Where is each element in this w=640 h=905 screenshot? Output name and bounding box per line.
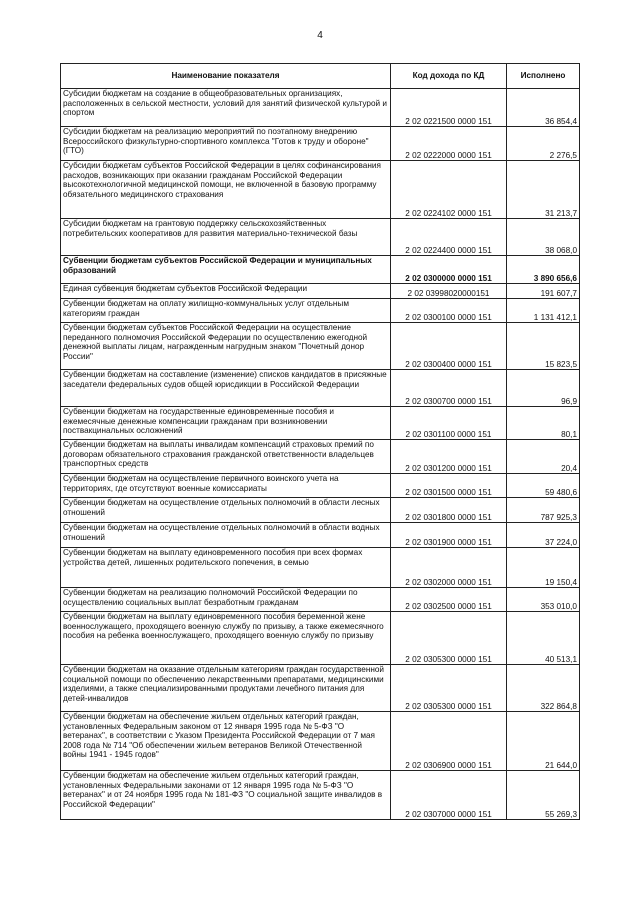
row-value: 19 150,4 (507, 548, 580, 588)
row-code: 2 02 0301500 0000 151 (391, 474, 507, 498)
table-row (61, 407, 580, 440)
table-row (61, 771, 580, 820)
row-value: 38 068,0 (507, 219, 580, 256)
row-value: 37 224,0 (507, 523, 580, 548)
header-code: Код дохода по КД (391, 64, 507, 89)
row-name: Субвенции бюджетам на обеспечение жильем отдельных категорий граждан, установленных Федеральным законом от 12 января 1995 года № 5-ФЗ "О ветеранах", в соответствии с Указом Президента Российской Федерации от 7 мая 2008 года № 714 "Об обеспечении жильем ветеранов Великой Отечественной войны 1941 - 1945 годов" (61, 712, 391, 771)
table-row (61, 440, 580, 474)
row-value: 353 010,0 (507, 588, 580, 612)
row-code: 2 02 0300400 0000 151 (391, 323, 507, 370)
row-code: 2 02 0305300 0000 151 (391, 612, 507, 665)
table-row (61, 523, 580, 548)
row-code: 2 02 0300100 0000 151 (391, 299, 507, 323)
row-value: 96,9 (507, 370, 580, 407)
row-name: Субвенции бюджетам субъектов Российской Федерации на осуществление переданного полномочия Российской Федерации по осуществлению ежегодной денежной выплаты лицам, награжденным нагрудным знаком "Почетный донор России" (61, 323, 391, 370)
row-code: 2 02 0301200 0000 151 (391, 440, 507, 474)
row-code: 2 02 0300000 0000 151 (391, 256, 507, 284)
row-name: Субвенции бюджетам на осуществление отдельных полномочий в области водных отношений (61, 523, 391, 548)
row-name: Субсидии бюджетам на грантовую поддержку сельскохозяйственных потребительских кооперативов для развития материально-технической базы (61, 219, 391, 256)
row-code: 2 02 0301900 0000 151 (391, 523, 507, 548)
row-code: 2 02 0302500 0000 151 (391, 588, 507, 612)
row-value: 787 925,3 (507, 498, 580, 523)
row-value: 55 269,3 (507, 771, 580, 820)
table-row (61, 612, 580, 665)
row-value: 40 513,1 (507, 612, 580, 665)
table-row (61, 127, 580, 161)
row-value: 36 854,4 (507, 89, 580, 127)
table-row (61, 299, 580, 323)
table-row (61, 89, 580, 127)
revenue-table (60, 63, 580, 820)
row-code: 2 02 0222000 0000 151 (391, 127, 507, 161)
table-row (61, 712, 580, 771)
row-code: 2 02 03998020000151 (391, 284, 507, 299)
row-name: Субвенции бюджетам на осуществление отдельных полномочий в области лесных отношений (61, 498, 391, 523)
table-row (61, 219, 580, 256)
row-name: Субвенции бюджетам субъектов Российской Федерации и муниципальных образований (61, 256, 391, 284)
table-header-row (61, 64, 580, 89)
row-value: 2 276,5 (507, 127, 580, 161)
row-value: 20,4 (507, 440, 580, 474)
row-name: Субвенции бюджетам на составление (изменение) списков кандидатов в присяжные заседатели федеральных судов общей юрисдикции в Российской Федерации (61, 370, 391, 407)
row-code: 2 02 0224400 0000 151 (391, 219, 507, 256)
row-name: Субсидии бюджетам на реализацию мероприятий по поэтапному внедрению Всероссийского физкультурно-спортивного комплекса "Готов к труду и обороне" (ГТО) (61, 127, 391, 161)
row-code: 2 02 0301100 0000 151 (391, 407, 507, 440)
row-name: Субвенции бюджетам на выплату единовременного пособия беременной жене военнослужащего, проходящего военную службу по призыву, а также ежемесячного пособия на ребенка военнослужащего, проходящего военную службу по призыву (61, 612, 391, 665)
row-name: Субвенции бюджетам на обеспечение жильем отдельных категорий граждан, установленных Федеральными законами от 12 января 1995 года № 5-ФЗ "О ветеранах" и от 24 ноября 1995 года № 181-ФЗ "О социальной защите инвалидов в Российской Федерации" (61, 771, 391, 820)
row-name: Субвенции бюджетам на оказание отдельным категориям граждан государственной социальной помощи по обеспечению лекарственными препаратами, медицинскими изделиями, а также специализированными продуктами лечебного питания для детей-инвалидов (61, 665, 391, 712)
row-value: 15 823,5 (507, 323, 580, 370)
table-row (61, 548, 580, 588)
table-row (61, 474, 580, 498)
table-row (61, 323, 580, 370)
row-code: 2 02 0221500 0000 151 (391, 89, 507, 127)
row-code: 2 02 0300700 0000 151 (391, 370, 507, 407)
row-value: 191 607,7 (507, 284, 580, 299)
header-name: Наименование показателя (61, 64, 391, 89)
row-value: 322 864,8 (507, 665, 580, 712)
header-value: Исполнено (507, 64, 580, 89)
row-value: 31 213,7 (507, 161, 580, 219)
table-row (61, 588, 580, 612)
row-name: Субвенции бюджетам на реализацию полномочий Российской Федерации по осуществлению социальных выплат безработным гражданам (61, 588, 391, 612)
row-name: Субвенции бюджетам на выплаты инвалидам компенсаций страховых премий по договорам обязательного страхования гражданской ответственности владельцев транспортных средств (61, 440, 391, 474)
row-code: 2 02 0224102 0000 151 (391, 161, 507, 219)
row-value: 21 644,0 (507, 712, 580, 771)
row-code: 2 02 0305300 0000 151 (391, 665, 507, 712)
row-name: Субвенции бюджетам на осуществление первичного воинского учета на территориях, где отсутствуют военные комиссариаты (61, 474, 391, 498)
table-row (61, 665, 580, 712)
row-value: 1 131 412,1 (507, 299, 580, 323)
row-name: Субвенции бюджетам на выплату единовременного пособия при всех формах устройства детей, лишенных родительского попечения, в семью (61, 548, 391, 588)
page-number: 4 (317, 30, 323, 41)
table-row (61, 161, 580, 219)
table-row (61, 256, 580, 284)
row-value: 59 480,6 (507, 474, 580, 498)
row-code: 2 02 0306900 0000 151 (391, 712, 507, 771)
table-row (61, 370, 580, 407)
row-name: Субвенции бюджетам на государственные единовременные пособия и ежемесячные денежные компенсации гражданам при возникновении поствакцинальных осложнений (61, 407, 391, 440)
row-name: Субсидии бюджетам субъектов Российской Федерации в целях софинансирования расходов, возникающих при оказании гражданам Российской Федерации высокотехнологичной медицинской помощи, не включенной в базовую программу обязательного медицинского страхования (61, 161, 391, 219)
row-name: Единая субвенция бюджетам субъектов Российской Федерации (61, 284, 391, 299)
row-code: 2 02 0302000 0000 151 (391, 548, 507, 588)
row-code: 2 02 0307000 0000 151 (391, 771, 507, 820)
row-name: Субвенции бюджетам на оплату жилищно-коммунальных услуг отдельным категориям граждан (61, 299, 391, 323)
table-row (61, 284, 580, 299)
row-name: Субсидии бюджетам на создание в общеобразовательных организациях, расположенных в сельской местности, условий для занятий физической культурой и спортом (61, 89, 391, 127)
row-value: 80,1 (507, 407, 580, 440)
row-code: 2 02 0301800 0000 151 (391, 498, 507, 523)
row-value: 3 890 656,6 (507, 256, 580, 284)
table-row (61, 498, 580, 523)
